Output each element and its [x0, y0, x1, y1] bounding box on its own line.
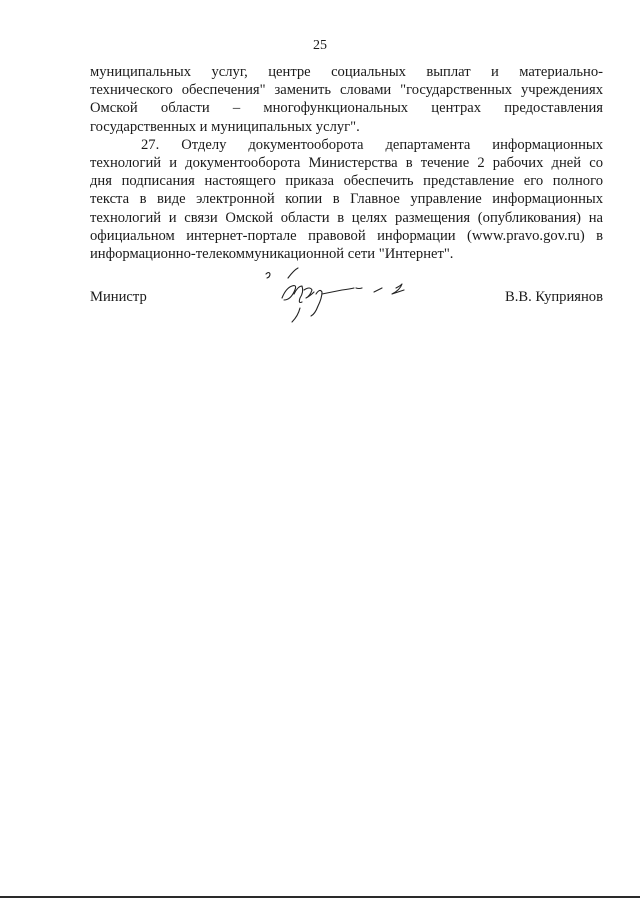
text-line: дня подписания настоящего приказа обеспечить представление его полного [90, 173, 603, 190]
signer-name: В.В. Куприянов [505, 289, 603, 305]
text-line: государственных и муниципальных услуг". [90, 118, 360, 135]
page-bottom-edge [0, 896, 640, 898]
handwritten-signature [260, 264, 420, 334]
text-line: технологий и связи Омской области в целях размещения (опубликования) на [90, 209, 603, 226]
text-line: текста в виде электронной копии в Главное управление информационных [90, 191, 603, 208]
page-number: 25 [313, 38, 327, 53]
paragraph-continuation [90, 63, 603, 136]
text-line: официальном интернет-портале правовой информации (www.pravo.gov.ru) в [90, 227, 603, 244]
signer-title: Министр [90, 289, 147, 305]
text-line: 27. Отделу документооборота департамента информационных [141, 136, 603, 153]
paragraph-item-27 [90, 136, 603, 263]
signature-block [90, 288, 603, 328]
document-body [90, 63, 603, 263]
text-line: Омской области – многофункциональных центрах предоставления [90, 100, 603, 117]
text-line: информационно-телекоммуникационной сети "Интернет". [90, 246, 454, 263]
text-line: муниципальных услуг, центре социальных выплат и материально- [90, 64, 603, 80]
text-line: технического обеспечения" заменить словами "государственных учреждениях [90, 82, 603, 99]
text-line: технологий и документооборота Министерства в течение 2 рабочих дней со [90, 155, 603, 172]
